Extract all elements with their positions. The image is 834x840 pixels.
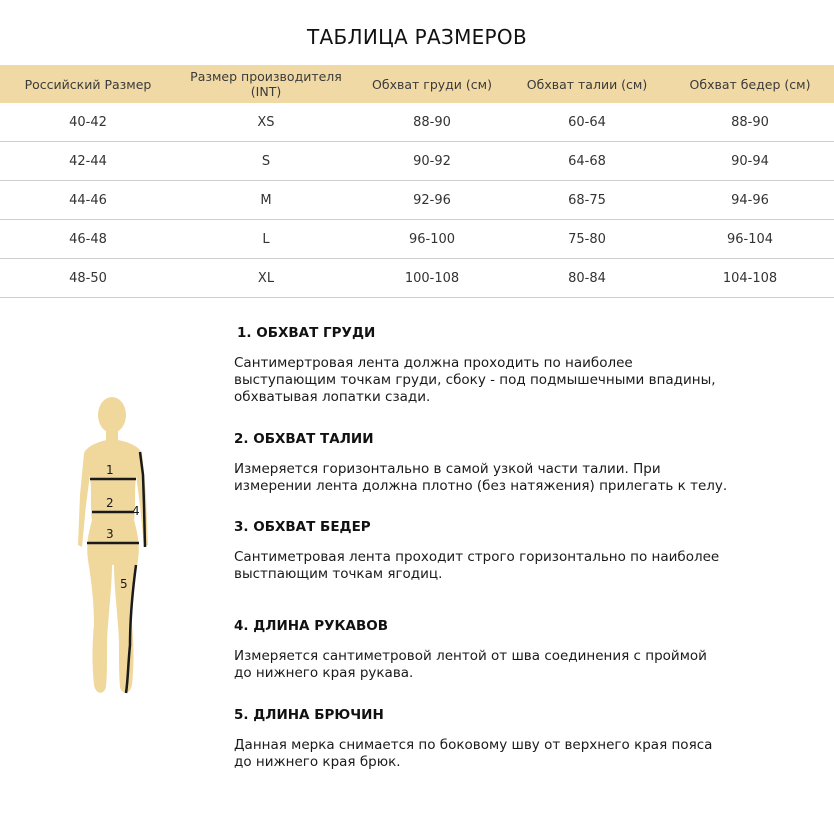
text-line: выстпающим точкам ягодиц.: [234, 566, 443, 582]
table-cell: M: [176, 181, 356, 220]
section-waist: [234, 431, 794, 495]
table-cell: 40-42: [0, 103, 176, 142]
table-cell: 100-108: [356, 259, 508, 298]
table-row: [0, 103, 834, 142]
size-table: [0, 65, 834, 298]
section-heading: 2. ОБХВАТ ТАЛИИ: [234, 431, 374, 447]
page-title: ТАБЛИЦА РАЗМЕРОВ: [307, 25, 527, 49]
table-cell: 44-46: [0, 181, 176, 220]
table-cell: 92-96: [356, 181, 508, 220]
section-text: [234, 737, 794, 771]
table-cell: XS: [176, 103, 356, 142]
text-line: выступающим точкам груди, сбоку - под подмышечными впадины,: [234, 372, 716, 388]
section-sleeve-length: [234, 618, 794, 682]
text-line: Сантиметровая лента проходит строго горизонтально по наиболее: [234, 549, 720, 565]
text-line: Данная мерка снимается по боковому шву от верхнего края пояса: [234, 737, 713, 753]
header-russian-size: Российский Размер: [0, 65, 176, 103]
table-cell: L: [176, 220, 356, 259]
table-header-row: [0, 65, 834, 103]
table-cell: 90-94: [666, 142, 834, 181]
section-heading: 3. ОБХВАТ БЕДЕР: [234, 519, 371, 535]
text-line: до нижнего края рукава.: [234, 665, 414, 681]
body-silhouette-icon: [70, 395, 160, 700]
table-cell: 96-104: [666, 220, 834, 259]
header-hips: Обхват бедер (см): [666, 65, 834, 103]
figure-label-2: 2: [106, 496, 114, 510]
text-line: Сантимертровая лента должна проходить по наиболее: [234, 355, 633, 371]
table-cell: S: [176, 142, 356, 181]
table-cell: 46-48: [0, 220, 176, 259]
text-line: измерении лента должна плотно (без натяжения) прилегать к телу.: [234, 478, 728, 494]
table-cell: 48-50: [0, 259, 176, 298]
section-heading: 5. ДЛИНА БРЮЧИН: [234, 707, 384, 723]
table-cell: 64-68: [508, 142, 666, 181]
header-int-size: Размер производителя (INT): [176, 65, 356, 103]
table-row: [0, 181, 834, 220]
table-row: [0, 220, 834, 259]
figure-label-3: 3: [106, 527, 114, 541]
section-text: [234, 355, 794, 406]
figure-label-4: 4: [132, 504, 140, 518]
text-line: обхватывая лопатки сзади.: [234, 389, 431, 405]
section-chest: [234, 325, 794, 406]
figure-label-5: 5: [120, 577, 128, 591]
section-text: [234, 648, 794, 682]
section-text: [234, 461, 794, 495]
table-cell: 94-96: [666, 181, 834, 220]
table-cell: 75-80: [508, 220, 666, 259]
figure-label-1: 1: [106, 463, 114, 477]
header-waist: Обхват талии (см): [508, 65, 666, 103]
table-cell: 88-90: [356, 103, 508, 142]
text-line: Измеряется горизонтально в самой узкой части талии. При: [234, 461, 661, 477]
table-cell: XL: [176, 259, 356, 298]
table-cell: 68-75: [508, 181, 666, 220]
table-cell: 80-84: [508, 259, 666, 298]
table-cell: 90-92: [356, 142, 508, 181]
table-cell: 88-90: [666, 103, 834, 142]
table-cell: 96-100: [356, 220, 508, 259]
table-row: [0, 142, 834, 181]
section-hips: [234, 519, 794, 583]
table-cell: 104-108: [666, 259, 834, 298]
text-line: Измеряется сантиметровой лентой от шва соединения с проймой: [234, 648, 707, 664]
table-cell: 42-44: [0, 142, 176, 181]
header-chest: Обхват груди (см): [356, 65, 508, 103]
section-trouser-length: [234, 707, 794, 771]
table-cell: 60-64: [508, 103, 666, 142]
section-heading: 4. ДЛИНА РУКАВОВ: [234, 618, 389, 634]
section-heading: 1. ОБХВАТ ГРУДИ: [237, 325, 376, 341]
text-line: до нижнего края брюк.: [234, 754, 401, 770]
table-row: [0, 259, 834, 298]
section-text: [234, 549, 794, 583]
